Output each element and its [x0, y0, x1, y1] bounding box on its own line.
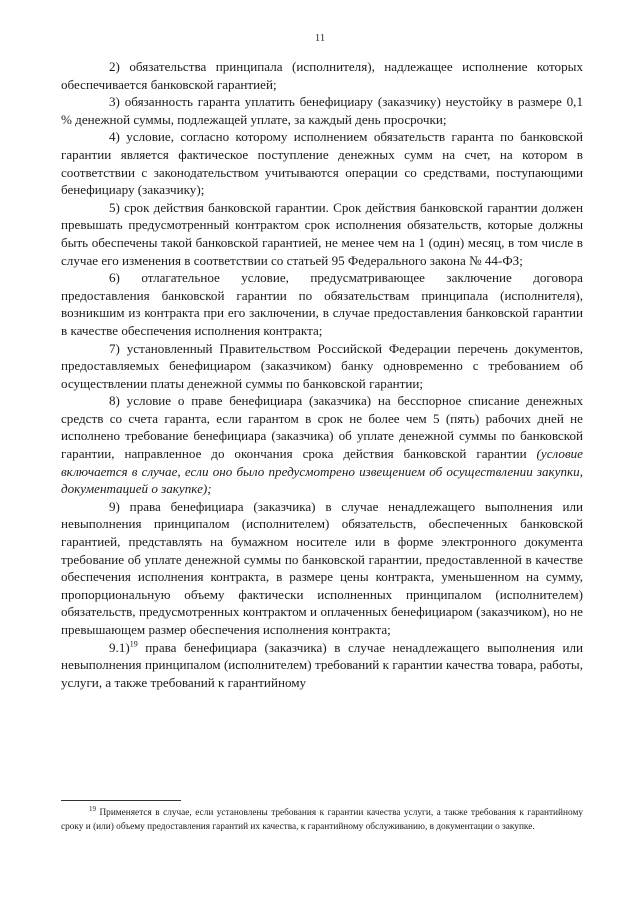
- paragraph-item-3: 3) обязанность гаранта уплатить бенефициару (заказчику) неустойку в размере 0,1 % денежной суммы, подлежащей уплате, за каждый день просрочки;: [61, 94, 583, 127]
- footnote-separator: [61, 800, 181, 801]
- paragraph-item-5: 5) срок действия банковской гарантии. Срок действия банковской гарантии должен превышать предусмотренный контрактом срок исполнения обязательств, которые должны быть обеспечены такой банковской гарантией, не менее чем на 1 (один) месяц, в том числе в случае его изменения в соответствии со статьей 95 Федерального закона № 44-ФЗ;: [61, 199, 583, 268]
- footnote-mark: 19: [89, 804, 96, 813]
- page-number: 11: [314, 32, 326, 44]
- paragraph-item-2: 2) обязательства принципала (исполнителя), надлежащее исполнение которых обеспечивается банковской гарантией;: [61, 59, 583, 92]
- footnote-reference: 19: [129, 639, 138, 649]
- paragraph-item-4: 4) условие, согласно которому исполнением обязательств гаранта по банковской гарантии является фактическое поступление денежных сумм на счет, на котором в соответствии с законодательством учитываются операции со средствами, поступающими бенефициару (заказчику);: [61, 129, 583, 198]
- footnote-text: Применяется в случае, если установлены требования к гарантии качества услуги, а также требования к гарантийному сроку и (или) объему предоставления гарантий их качества, к гарантийному обслуживанию, в документации о закупке.: [61, 808, 583, 832]
- paragraph-item-9: 9) права бенефициара (заказчика) в случае ненадлежащего выполнения или невыполнения принципалом (исполнителем) обязательств, обеспеченных банковской гарантией, представлять на бумажном носителе или в форме электронного документа требование об уплате денежной суммы по банковской гарантии, предоставленной в качестве обеспечения исполнения контракта, в размере цены контракта, уменьшенном на сумму, пропорциональную объему фактически исполненных принципалом (исполнителем) обязательств, предусмотренных контрактом и оплаченных бенефициаром (заказчиком), но не превышающем размер обеспечения исполнения контракта;: [61, 498, 583, 637]
- paragraph-item-8-text: 8) условие о праве бенефициара (заказчика) на бесспорное списание денежных средств со счета гаранта, если гарантом в срок не более чем 5 (пять) рабочих дней не исполнено требование бенефициара (заказчика) об уплате денежной суммы по банковской гарантии, направленное до окончания срока действия банковской гарантии: [61, 393, 583, 462]
- paragraph-item-9-1-prefix: 9.1): [109, 639, 130, 655]
- paragraph-item-8: [61, 392, 583, 498]
- paragraph-item-6: 6) отлагательное условие, предусматривающее заключение договора предоставления банковской гарантии по обязательствам принципала (исполнителя), возникшим из контракта при его заключении, в случае предоставления банковской гарантии в качестве обеспечения исполнения контракта;: [61, 270, 583, 338]
- paragraph-item-9-1-text: права бенефициара (заказчика) в случае ненадлежащего выполнения или невыполнения принципалом (исполнителем) требований к гарантии качества товара, работы, услуги, а также требований к гарантийному: [61, 639, 583, 690]
- footnote: [61, 806, 583, 834]
- paragraph-item-8-note: (условие включается в случае, если оно было предусмотрено извещением об осуществлении закупки, документацией о закупке);: [61, 446, 583, 497]
- document-body: [61, 58, 583, 691]
- paragraph-item-7: 7) установленный Правительством Российской Федерации перечень документов, предоставляемых бенефициаром (заказчиком) банку одновременно с требованием об осуществлении платы денежной суммы по банковской гарантии;: [61, 340, 583, 391]
- paragraph-item-9-1: [61, 639, 583, 692]
